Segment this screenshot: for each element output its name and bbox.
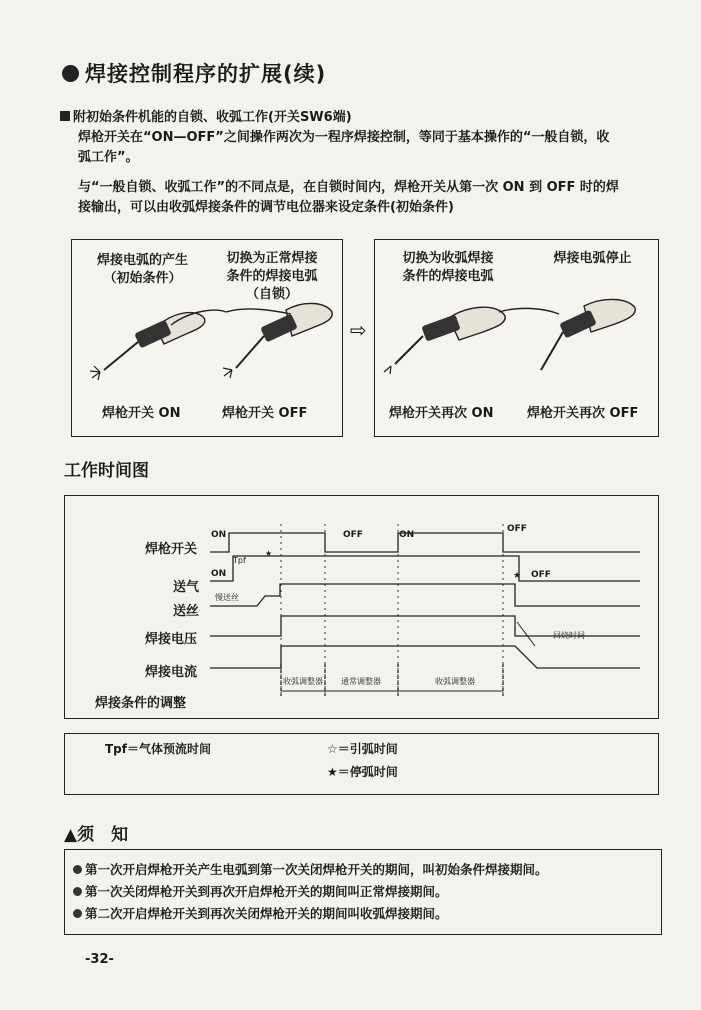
notice-bullet-icon — [73, 865, 82, 874]
notice-bullet-icon — [73, 909, 82, 918]
row-adjust: 焊接条件的调整 — [95, 696, 187, 711]
adjust-label-3: 收弧调整器 — [435, 677, 475, 686]
legend-star-open: ☆＝引弧时间 — [327, 742, 398, 756]
adjust-label-2: 通常调整器 — [341, 677, 381, 686]
notice-bullet-icon — [73, 887, 82, 896]
section-heading — [60, 106, 352, 125]
panel1-label-on: 焊枪开关 ON — [102, 406, 181, 421]
row-current: 焊接电流 — [145, 665, 198, 680]
slow-feed-label: 慢送丝 — [215, 593, 239, 602]
timing-chart-title: 工作时间图 — [64, 461, 149, 481]
timing-chart-box — [64, 495, 659, 719]
para2-line1: 与“一般自锁、收弧工作”的不同点是，在自锁时间内，焊枪开关从第一次 ON 到 OFF 时的焊 — [78, 180, 619, 195]
legend-tpf: Tpf＝气体预流时间 — [105, 742, 211, 756]
page-title — [62, 58, 326, 88]
off-label-1: OFF — [343, 530, 363, 540]
title-text: 焊接控制程序的扩展(续) — [85, 62, 327, 86]
panel1-label-off: 焊枪开关 OFF — [222, 406, 308, 421]
notice-item-1: 第一次开启焊枪开关产生电弧到第一次关闭焊枪开关的期间，叫初始条件焊接期间。 — [65, 858, 661, 880]
row-torch-switch: 焊枪开关 — [145, 542, 198, 557]
notice-item-3: 第二次开启焊枪开关到再次关闭焊枪开关的期间叫收弧焊接期间。 — [65, 902, 661, 924]
para1-line2: 弧工作”。 — [78, 150, 139, 165]
panel2-caption2: 焊接电弧停止 — [553, 251, 632, 266]
panel1-caption1: 焊接电弧的产生 （初始条件） — [96, 253, 188, 286]
panel2-label-on: 焊枪开关再次 ON — [389, 406, 494, 421]
panel2-label-off: 焊枪开关再次 OFF — [527, 406, 639, 421]
row-voltage: 焊接电压 — [145, 632, 198, 647]
panel1-caption2: 切换为正常焊接 条件的焊接电弧 （自锁） — [226, 251, 318, 302]
gas-off-label: OFF — [531, 570, 551, 580]
on-label-1: ON — [211, 530, 227, 540]
illustration-panel-start — [71, 239, 343, 437]
paragraph-2 — [78, 178, 678, 218]
illustration-panel-end — [374, 239, 659, 437]
panel2-caption1: 切换为收弧焊接 条件的焊接电弧 — [402, 251, 494, 284]
gas-on-label: ON — [211, 569, 227, 579]
row-gas: 送气 — [173, 580, 200, 595]
welding-torch-illustration-1 — [76, 290, 338, 380]
legend-star-filled: ★＝停弧时间 — [327, 765, 398, 779]
burnback-label: 回烧时间 — [553, 631, 585, 640]
notice-item-2: 第一次关闭焊枪开关到再次开启焊枪开关的期间叫正常焊接期间。 — [65, 880, 661, 902]
welding-torch-illustration-2 — [379, 288, 654, 380]
adjust-label-1: 收弧调整器 — [283, 677, 323, 686]
paragraph-1 — [78, 128, 678, 168]
svg-text:★: ★ — [265, 549, 273, 558]
page-number: -32- — [85, 952, 114, 967]
arrow-right-icon: ⇨ — [350, 318, 367, 342]
para1-line1: 焊枪开关在“ON—OFF”之间操作两次为一程序焊接控制，等同于基本操作的“一般自锁，收 — [78, 130, 610, 145]
off-label-2: OFF — [507, 524, 527, 534]
notice-box — [64, 849, 662, 935]
bullet-icon — [62, 65, 79, 82]
para2-line2: 接输出，可以由收弧焊接条件的调节电位器来设定条件(初始条件) — [78, 200, 454, 215]
section-heading-text: 附初始条件机能的自锁、收弧工作(开关SW6端) — [73, 110, 352, 125]
on-label-2: ON — [399, 530, 415, 540]
legend-box — [64, 733, 659, 795]
row-wire: 送丝 — [173, 604, 200, 619]
tpf-label: Tpf — [233, 556, 246, 565]
square-bullet-icon — [60, 111, 70, 121]
svg-text:★: ★ — [513, 571, 522, 581]
notice-title: ▲须 知 — [64, 825, 129, 845]
